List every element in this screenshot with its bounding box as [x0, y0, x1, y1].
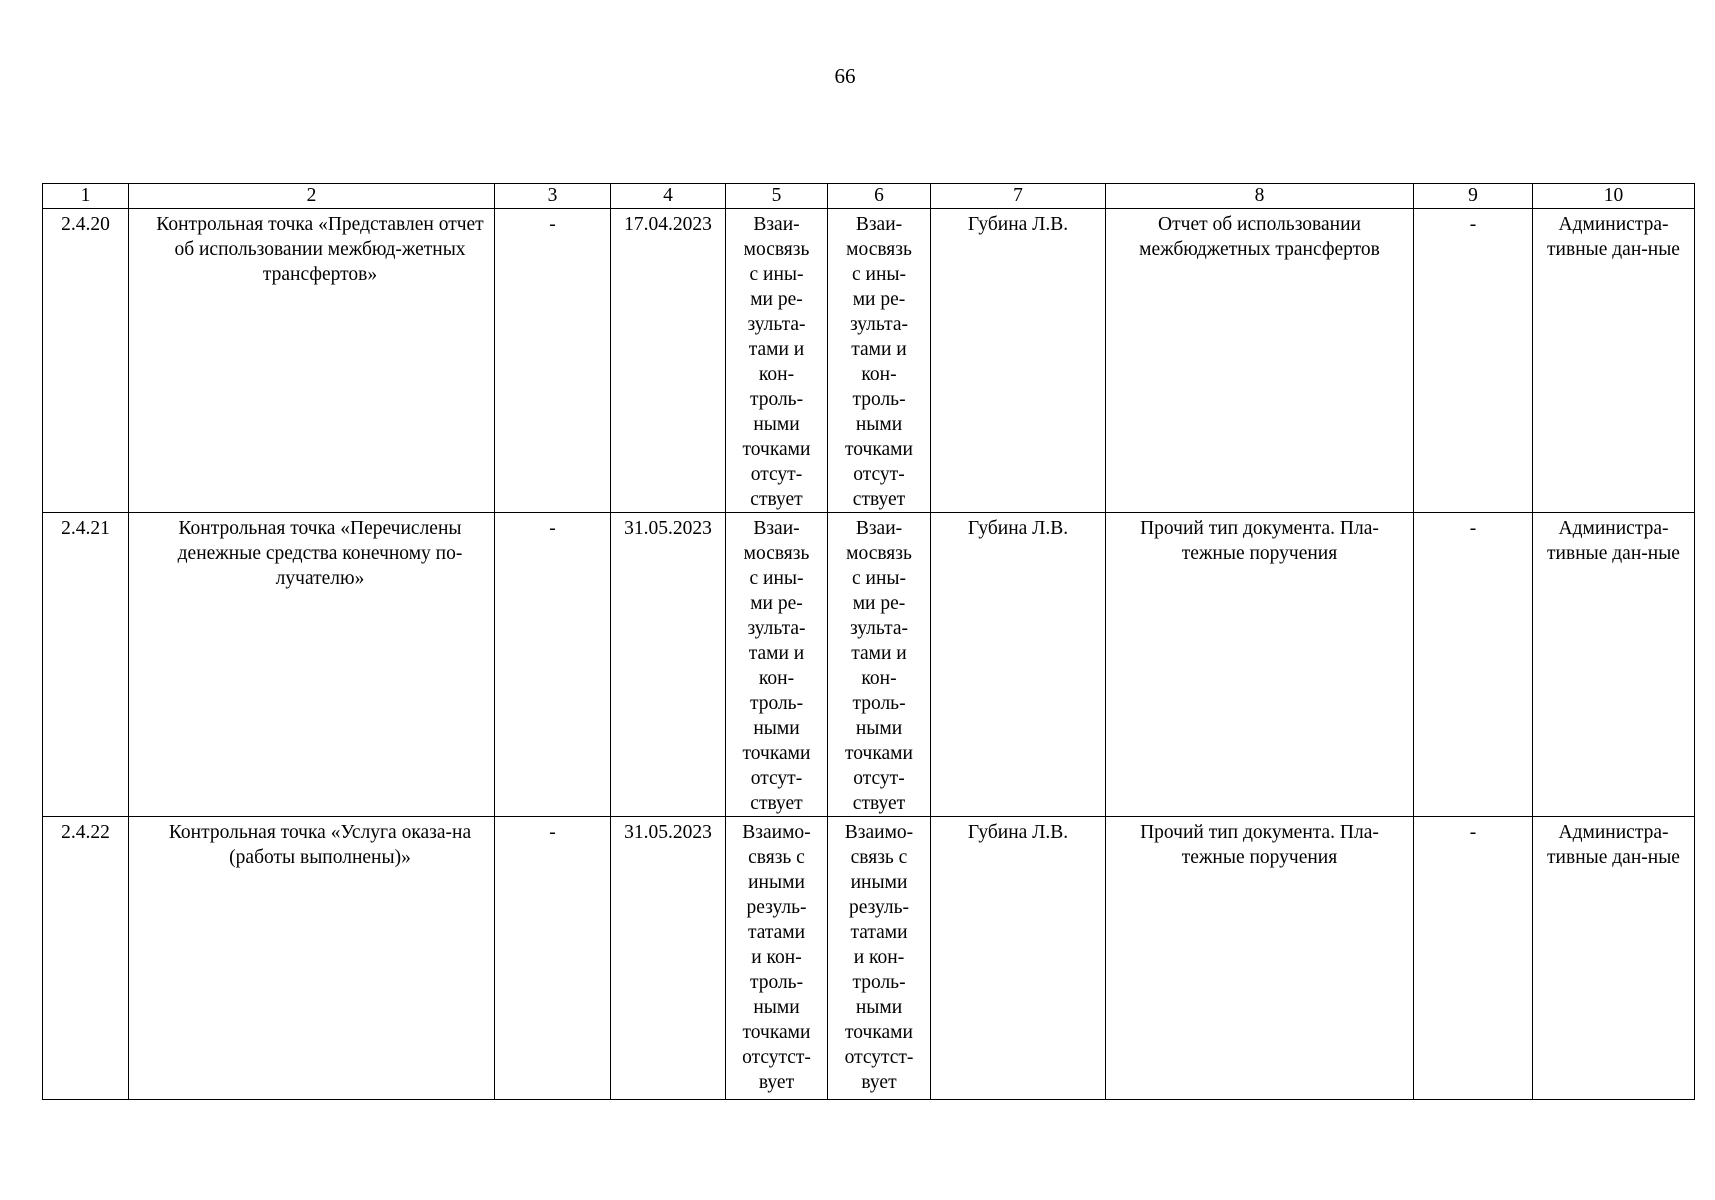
- control-point-date: 31.05.2023: [611, 513, 726, 817]
- relation-line: мосвязь: [846, 543, 912, 564]
- relation-c5: [726, 209, 828, 513]
- relation-line: ными: [753, 997, 800, 1018]
- table-row: [43, 209, 1695, 513]
- header-cell: 6: [828, 184, 931, 209]
- column-3-value: -: [495, 817, 611, 1100]
- header-cell: 7: [931, 184, 1106, 209]
- relation-line: тами и: [748, 339, 805, 360]
- relation-line: зульта-: [747, 618, 806, 639]
- header-cell: 3: [495, 184, 611, 209]
- relation-line: резуль-: [849, 897, 909, 918]
- relation-line: тами и: [748, 643, 805, 664]
- relation-line: точками: [845, 439, 913, 460]
- relation-line: ствует: [750, 489, 803, 510]
- header-cell: 8: [1106, 184, 1414, 209]
- relation-line: Взаимо-: [742, 822, 811, 843]
- relation-line: с ины-: [852, 568, 906, 589]
- control-point-date: 31.05.2023: [611, 817, 726, 1100]
- control-point-name: Контрольная точка «Услуга оказа-на (работы выполнены)»: [129, 817, 495, 1100]
- relation-line: связь с: [748, 847, 805, 868]
- relation-line: точками: [742, 1022, 811, 1043]
- relation-line: отсут-: [853, 768, 905, 789]
- relation-line: Взаи-: [855, 518, 903, 539]
- relation-line: отсутст-: [844, 1047, 914, 1068]
- relation-line: точками: [845, 1022, 913, 1043]
- table-row: [43, 513, 1695, 817]
- relation-line: связь с: [850, 847, 908, 868]
- relation-line: мосвязь: [846, 239, 912, 260]
- relation-line: отсут-: [853, 464, 905, 485]
- row-number: 2.4.21: [43, 513, 129, 817]
- relation-line: тами и: [851, 339, 907, 360]
- relation-line: троль-: [749, 389, 804, 410]
- relation-line: точками: [742, 439, 811, 460]
- row-number: 2.4.22: [43, 817, 129, 1100]
- relation-line: мосвязь: [743, 543, 810, 564]
- relation-line: троль-: [749, 693, 804, 714]
- relation-line: отсутст-: [742, 1047, 811, 1068]
- relation-line: точками: [845, 743, 913, 764]
- relation-line: тами и: [851, 643, 907, 664]
- relation-line: ствует: [852, 489, 906, 510]
- column-9-value: -: [1414, 817, 1533, 1100]
- page-number: 66: [834, 64, 856, 88]
- relation-line: отсут-: [750, 464, 803, 485]
- relation-line: ными: [855, 997, 903, 1018]
- relation-line: и кон-: [751, 947, 802, 968]
- relation-line: троль-: [852, 389, 906, 410]
- document-type: Отчет об использовании межбюджетных трансфертов: [1106, 209, 1414, 513]
- relation-line: вует: [758, 1072, 795, 1093]
- header-cell: 2: [129, 184, 495, 209]
- relation-line: вует: [861, 1072, 897, 1093]
- relation-line: отсут-: [750, 768, 803, 789]
- control-point-date: 17.04.2023: [611, 209, 726, 513]
- control-point-name: Контрольная точка «Перечислены денежные средства конечному по-лучателю»: [129, 513, 495, 817]
- column-3-value: -: [495, 209, 611, 513]
- header-cell: 5: [726, 184, 828, 209]
- relation-line: иными: [748, 872, 805, 893]
- relation-c5: [726, 513, 828, 817]
- column-3-value: -: [495, 513, 611, 817]
- header-cell: 10: [1533, 184, 1695, 209]
- relation-line: кон-: [861, 364, 897, 385]
- relation-c6: [828, 209, 931, 513]
- relation-line: иными: [850, 872, 908, 893]
- relation-c5: [726, 817, 828, 1100]
- relation-line: кон-: [758, 364, 795, 385]
- relation-line: ствует: [750, 793, 803, 814]
- relation-line: Взаи-: [753, 214, 800, 235]
- data-source: Администра-тивные дан-ные: [1533, 817, 1695, 1100]
- data-source: Администра-тивные дан-ные: [1533, 513, 1695, 817]
- relation-line: ствует: [852, 793, 906, 814]
- relation-line: ными: [753, 718, 800, 739]
- relation-line: ми ре-: [750, 289, 803, 310]
- responsible-person: Губина Л.В.: [931, 817, 1106, 1100]
- relation-line: с ины-: [749, 568, 804, 589]
- relation-line: кон-: [758, 668, 795, 689]
- relation-line: ми ре-: [852, 593, 906, 614]
- relation-line: мосвязь: [743, 239, 810, 260]
- data-source: Администра-тивные дан-ные: [1533, 209, 1695, 513]
- column-9-value: -: [1414, 513, 1533, 817]
- relation-line: кон-: [861, 668, 897, 689]
- relation-line: ными: [855, 718, 903, 739]
- relation-line: ными: [855, 414, 903, 435]
- relation-line: троль-: [749, 972, 804, 993]
- relation-line: зульта-: [850, 618, 908, 639]
- relation-line: зульта-: [850, 314, 908, 335]
- document-type: Прочий тип документа. Пла-тежные поручения: [1106, 513, 1414, 817]
- responsible-person: Губина Л.В.: [931, 513, 1106, 817]
- relation-c6: [828, 513, 931, 817]
- table-header-row: [43, 184, 1695, 209]
- relation-line: Взаи-: [855, 214, 903, 235]
- relation-line: с ины-: [749, 264, 804, 285]
- row-number: 2.4.20: [43, 209, 129, 513]
- header-cell: 4: [611, 184, 726, 209]
- relation-c6: [828, 817, 931, 1100]
- relation-line: татами: [850, 922, 908, 943]
- header-cell: 9: [1414, 184, 1533, 209]
- relation-line: ными: [753, 414, 800, 435]
- relation-line: татами: [747, 922, 806, 943]
- relation-line: троль-: [852, 972, 906, 993]
- relation-line: Взаимо-: [844, 822, 914, 843]
- relation-line: ми ре-: [750, 593, 803, 614]
- relation-line: резуль-: [746, 897, 807, 918]
- control-point-name: Контрольная точка «Представлен отчет об использовании межбюд-жетных трансфертов»: [129, 209, 495, 513]
- responsible-person: Губина Л.В.: [931, 209, 1106, 513]
- table-row: [43, 817, 1695, 1100]
- relation-line: Взаи-: [753, 518, 800, 539]
- relation-line: с ины-: [852, 264, 906, 285]
- header-cell: 1: [43, 184, 129, 209]
- relation-line: точками: [742, 743, 811, 764]
- document-type: Прочий тип документа. Пла-тежные поручения: [1106, 817, 1414, 1100]
- relation-line: зульта-: [747, 314, 806, 335]
- relation-line: и кон-: [853, 947, 905, 968]
- column-9-value: -: [1414, 209, 1533, 513]
- control-points-table: [42, 183, 1695, 1100]
- relation-line: ми ре-: [852, 289, 906, 310]
- relation-line: троль-: [852, 693, 906, 714]
